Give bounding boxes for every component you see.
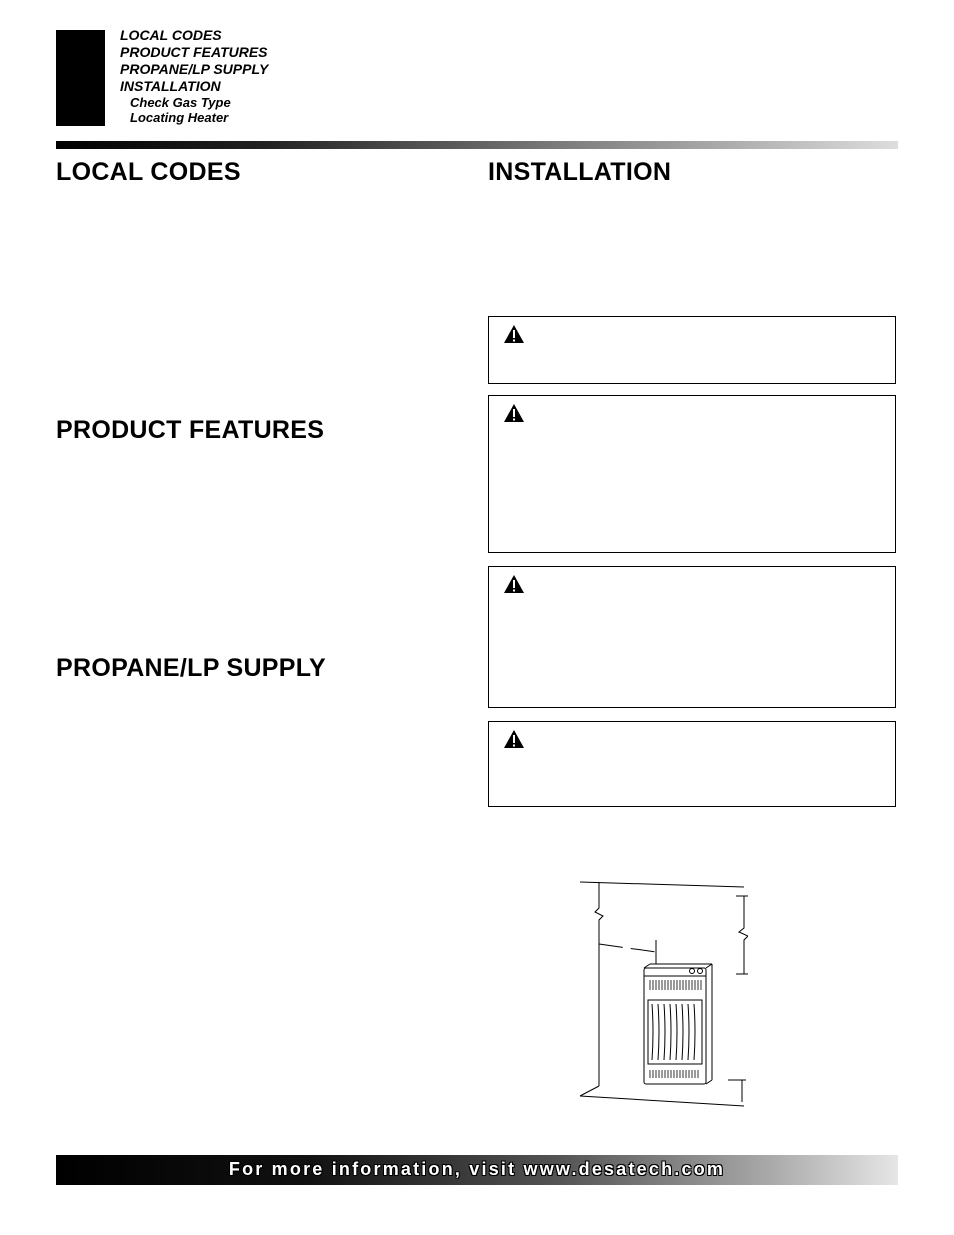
floor-line [580, 1096, 744, 1106]
heading-installation: INSTALLATION [488, 158, 672, 186]
toc-subitem-locating-heater[interactable]: Locating Heater [130, 110, 229, 125]
side-dimension-line [599, 944, 656, 952]
warning-box-1 [488, 316, 896, 384]
warning-triangle-icon [503, 729, 525, 749]
warning-triangle-icon [503, 403, 525, 423]
toc-item-propane-supply[interactable]: PROPANE/LP SUPPLY [120, 61, 269, 77]
wall-edge-line [595, 882, 603, 1086]
heading-propane-supply: PROPANE/LP SUPPLY [56, 654, 326, 682]
warning-triangle-icon [503, 324, 525, 344]
toc-item-product-features[interactable]: PRODUCT FEATURES [120, 44, 268, 60]
table-of-contents [120, 27, 268, 125]
warning-box-3 [488, 566, 896, 708]
header-gradient-rule [56, 141, 898, 149]
toc-item-local-codes[interactable]: LOCAL CODES [120, 27, 222, 43]
warning-box-2 [488, 395, 896, 553]
section-tab-marker [56, 30, 105, 126]
warning-box-4 [488, 721, 896, 807]
footer-website-text[interactable]: For more information, visit www.desatech.com [228, 1159, 726, 1179]
warning-triangle-icon [503, 574, 525, 594]
ceiling-line [580, 882, 744, 887]
toc-subitem-check-gas-type[interactable]: Check Gas Type [130, 95, 231, 110]
top-dimension-line [739, 896, 748, 974]
heading-product-features: PRODUCT FEATURES [56, 416, 325, 444]
heater-clearance-diagram [578, 876, 748, 1108]
heading-local-codes: LOCAL CODES [56, 158, 241, 186]
footer-bar [56, 1155, 898, 1185]
toc-item-installation[interactable]: INSTALLATION [120, 78, 221, 94]
